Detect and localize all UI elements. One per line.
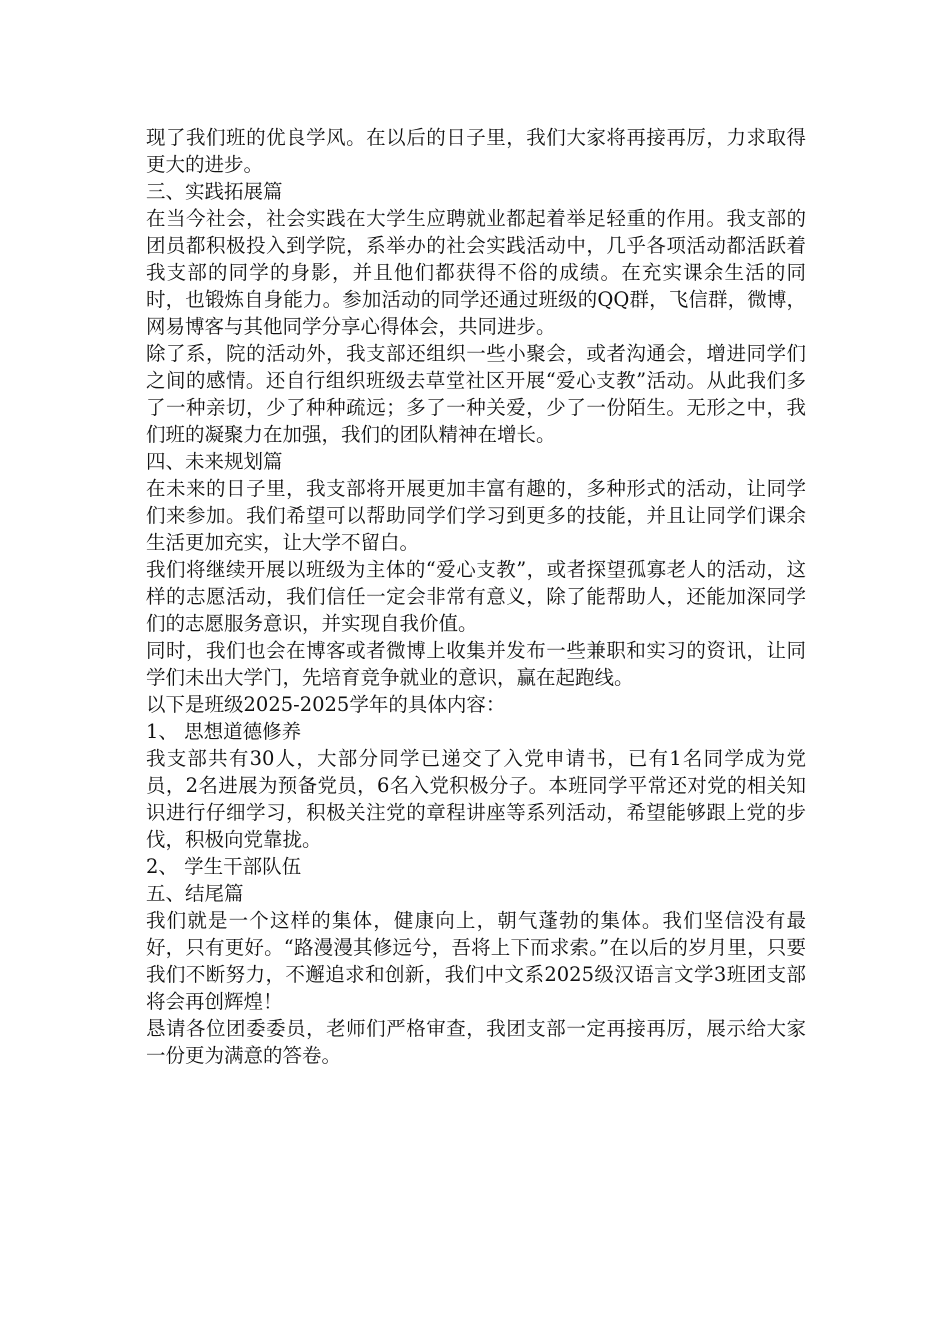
paragraph-jobs-info: 同时，我们也会在博客或者微博上收集并发布一些兼职和实习的资讯，让同学们未出大学门，先培育竞争就业的意识，赢在起跑线。 <box>146 639 806 689</box>
paragraph-collective: 我们就是一个这样的集体，健康向上，朝气蓬勃的集体。我们坚信没有最好，只有更好。“路漫漫其修远兮，吾将上下而求索。”在以后的岁月里，只要我们不断努力，不邂追求和创新，我们中文系2025级汉语言文学3班团支部将会再创辉煌！ <box>146 909 806 1013</box>
paragraph-volunteer: 我们将继续开展以班级为主体的“爱心支教”，或者探望孤寡老人的活动，这样的志愿活动，我们信任一定会非常有意义，除了能帮助人，还能加深同学们的志愿服务意识，并实现自我价值。 <box>146 558 806 635</box>
paragraph-party-members: 我支部共有30人，大部分同学已递交了入党申请书，已有1名同学成为党员，2名进展为预备党员，6名入党积极分子。本班同学平常还对党的相关知识进行仔细学习，积极关注党的章程讲座等系列活动，希望能够跟上党的步伐，积极向党靠拢。 <box>146 747 806 851</box>
paragraph-continuation: 现了我们班的优良学风。在以后的日子里，我们大家将再接再厉，力求取得更大的进步。 <box>146 126 806 176</box>
document-body <box>146 124 806 1069</box>
paragraph-future-activities: 在未来的日子里，我支部将开展更加丰富有趣的，多种形式的活动，让同学们来参加。我们希望可以帮助同学们学习到更多的技能，并且让同学们课余生活更加充实，让大学不留白。 <box>146 477 806 554</box>
list-item-student-cadres: 2、 学生干部队伍 <box>146 855 302 878</box>
list-item-moral-cultivation: 1、 思想道德修养 <box>146 720 302 743</box>
paragraph-gatherings: 除了系，院的活动外，我支部还组织一些小聚会，或者沟通会，增进同学们之间的感情。还自行组织班级去草堂社区开展“爱心支教”活动。从此我们多了一种亲切，少了种种疏远；多了一种关爱，少了一份陌生。无形之中，我们班的凝聚力在加强，我们的团队精神在增长。 <box>146 342 806 446</box>
paragraph-year-intro: 以下是班级2025-2025学年的具体内容： <box>146 693 506 716</box>
section-heading-practice: 三、实践拓展篇 <box>146 180 283 203</box>
section-heading-future: 四、未来规划篇 <box>146 450 283 473</box>
paragraph-closing-request: 恳请各位团委委员，老师们严格审查，我团支部一定再接再厉，展示给大家一份更为满意的答卷。 <box>146 1017 806 1067</box>
section-heading-conclusion: 五、结尾篇 <box>146 882 244 905</box>
paragraph-practice: 在当今社会，社会实践在大学生应聘就业都起着举足轻重的作用。我支部的团员都积极投入到学院，系举办的社会实践活动中，几乎各项活动都活跃着我支部的同学的身影，并且他们都获得不俗的成绩。在充实课余生活的同时，也锻炼自身能力。参加活动的同学还通过班级的QQ群，飞信群，微博，网易博客与其他同学分享心得体会，共同进步。 <box>146 207 806 338</box>
